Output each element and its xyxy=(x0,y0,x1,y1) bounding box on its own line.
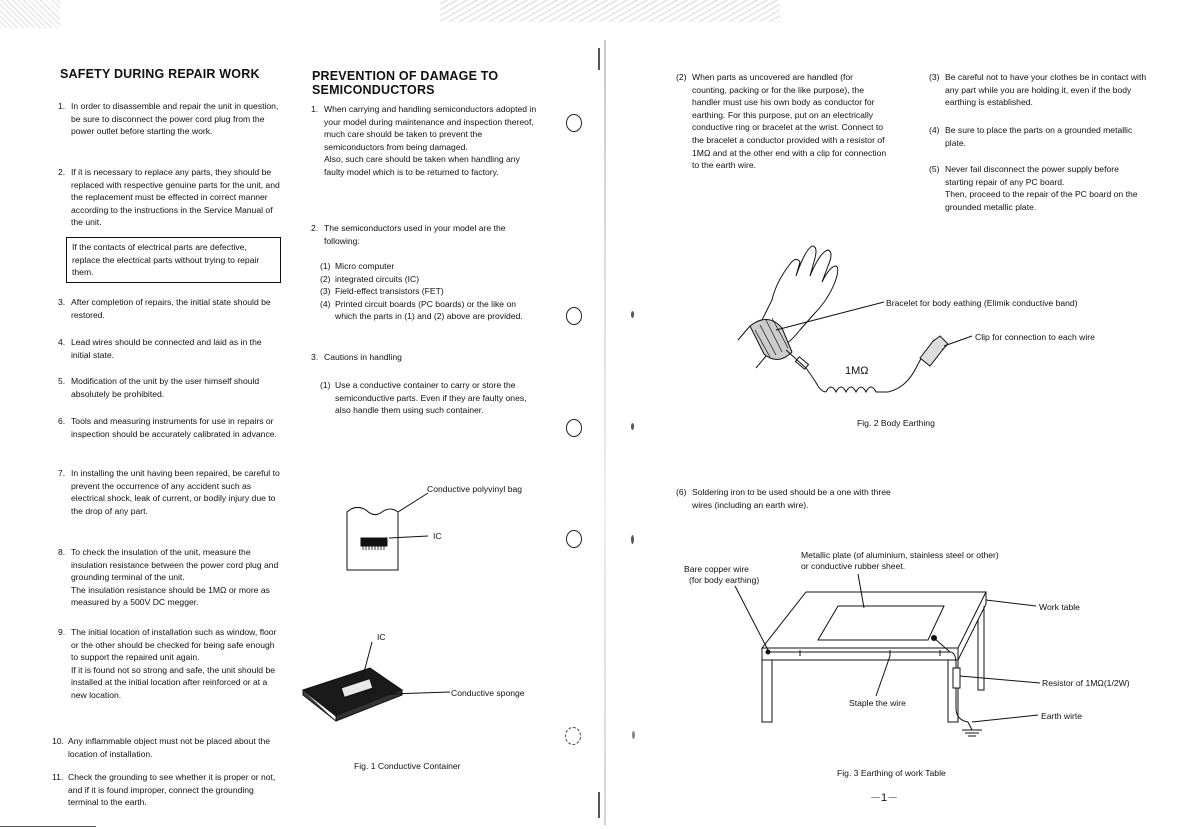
list-item: (4) Printed circuit boards (PC boards) or the like on which the parts in (1) and (2) above are provided. xyxy=(320,298,523,322)
table-leg-front-left xyxy=(762,660,772,722)
safety-item-8: 8. To check the insulation of the unit, measure the insulation resistance between the power cord plug and grounding terminal of the unit. The insulation resistance should be 1MΩ or more as measured by a 500V DC megger. xyxy=(58,547,279,608)
safety-item-6: 6. Tools and measuring instruments for use in repairs or inspection should be accurately calibrated in advance. xyxy=(58,416,277,439)
safety-item-11: 11. Check the grounding to see whether it is proper or not, and if it is found improper, connect the grounding terminal to the earth. xyxy=(52,772,276,808)
list-item: (1) Micro computer xyxy=(320,261,395,271)
safety-item-5: 5. Modification of the unit by the user himself should absolutely be prohibited. xyxy=(58,376,260,399)
safety-item-2: 2. If it is necessary to replace any parts, they should be replaced with respective genuine parts for the unit, and the replacement must be effected in correct manner according to the instructions in the Service Manual of the unit. xyxy=(58,167,280,228)
resistor-leader-line xyxy=(960,676,1040,683)
fig2-caption: Fig. 2 Body Earthing xyxy=(857,418,935,428)
fig3-label-staple: Staple the wire xyxy=(849,698,906,708)
fig3-label-plate: Metallic plate (of aluminium, stainless steel or other) or conductive rubber sheet. xyxy=(801,550,999,571)
safety-item-1: 1. In order to disassemble and repair the unit in question, be sure to disconnect the power cord plug from the power outlet before starting the work. xyxy=(58,101,279,137)
fig3-caption: Fig. 3 Earthing of work Table xyxy=(837,768,946,778)
copper-leader-line xyxy=(735,586,768,650)
right-item-2: (2) When parts as uncovered are handled (for counting, packing or for the like purpose), the handler must use his own body as conductor for earthing. For this purpose, put on an electrically conductive ring or bracelet at the wrist. Connect to the bracelet a conductor provided with a resistor of 1MΩ and at the other end with a clip for connection to the earth wire. xyxy=(676,72,887,171)
table-leader-line xyxy=(986,600,1036,606)
prevention-item-1: 1. When carrying and handling semiconductors adopted in your model during maintenance and inspection thereof, much care should be taken to prevent the semiconductors from being damaged. Also, such care should be taken when handling any faulty model which is to be returned to factory. xyxy=(311,104,537,177)
plate-wire xyxy=(934,638,950,652)
copper-wire-on-table xyxy=(766,652,956,690)
list-item: (3) Field-effect transistors (FET) xyxy=(320,286,444,297)
warning-box: If the contacts of electrical parts are defective, replace the electrical parts without trying to repair them. xyxy=(66,237,281,283)
fig2-label-clip: Clip for connection to each wire xyxy=(975,332,1095,342)
safety-item-3: 3. After completion of repairs, the initial state should be restored. xyxy=(58,297,271,320)
right-item-6: (6) Soldering iron to be used should be a one with three wires (including an earth wire). xyxy=(676,487,891,510)
safety-item-4: 4. Lead wires should be connected and laid as in the initial state. xyxy=(58,337,262,360)
fig1-caption: Fig. 1 Conductive Container xyxy=(354,761,461,771)
fig2-label-resistor: 1MΩ xyxy=(845,365,869,377)
right-item-4: (4) Be sure to place the parts on a grounded metallic plate. xyxy=(929,125,1133,148)
fig1-label-ic-bottom: IC xyxy=(377,632,386,642)
prevention-item-3: 3. Cautions in handling xyxy=(311,352,402,362)
metallic-plate xyxy=(818,606,944,640)
fig1-label-sponge: Conductive sponge xyxy=(451,688,525,698)
resistor-1mohm xyxy=(953,668,960,688)
prevention-item-2: 2. The semiconductors used in your model are the following: xyxy=(311,223,506,246)
fig2-label-bracelet: Bracelet for body eathing (Elimik conductive band) xyxy=(886,298,1078,308)
fig3-label-table: Work table xyxy=(1039,602,1080,612)
fig3-label-copper: Bare copper wire (for body earthing) xyxy=(684,564,760,585)
earth-leader-line xyxy=(972,715,1038,722)
plate-leader-line xyxy=(858,574,864,608)
fig3-label-resistor: Resistor of 1MΩ(1/2W) xyxy=(1042,678,1130,688)
page-number: －1－ xyxy=(870,792,899,804)
ground-symbol xyxy=(962,730,982,736)
prevention-heading: PREVENTION OF DAMAGE TO SEMICONDUCTORS xyxy=(312,69,499,97)
safety-item-9: 9. The initial location of installation such as window, floor or the other should be checked for being safe enough to support the repaired unit again. If it is found not so strong and safe, the unit should be installed at the initial location after reinforced or at a new location. xyxy=(58,627,277,700)
fig1-label-bag: Conductive polyvinyl bag xyxy=(427,484,523,494)
fig3-label-earth: Earth wirte xyxy=(1041,711,1083,721)
right-item-3: (3) Be careful not to have your clothes be in contact with any part while you are holding it, even if the body earthing is established. xyxy=(929,72,1147,108)
safety-item-10: 10. Any inflammable object must not be placed about the location of installation. xyxy=(52,736,271,759)
list-item: (2) integrated circuits (IC) xyxy=(320,273,420,284)
safety-item-7: 7. In installing the unit having been repaired, be careful to prevent the occurrence of any accident such as electrical shock, leak of current, or bodily injury due to the drop of any part. xyxy=(58,468,280,516)
staple-leader-line xyxy=(876,656,890,696)
safety-heading: SAFETY DURING REPAIR WORK xyxy=(60,67,260,81)
right-item-5: (5) Never fail disconnect the power supply before starting repair of any PC board. Then, proceed to the repair of the PC board on the grounded metallic plate. xyxy=(929,164,1138,212)
fig1-label-ic-top: IC xyxy=(433,531,442,541)
handling-sub-item-1: (1) Use a conductive container to carry or store the semiconductive parts. Even if they are faulty ones, also handle them using such container. xyxy=(320,380,527,416)
